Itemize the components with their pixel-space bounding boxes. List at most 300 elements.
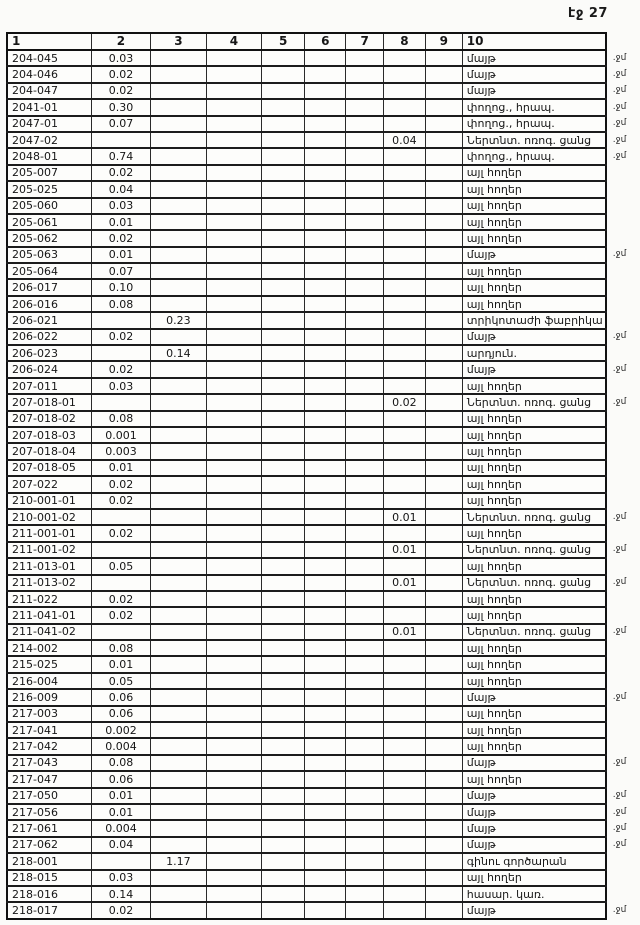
col4-cell xyxy=(207,230,262,246)
col9-cell xyxy=(425,902,462,918)
col9-cell xyxy=(425,99,462,115)
area-value3-cell xyxy=(150,214,206,230)
table-row xyxy=(7,640,639,656)
table-row xyxy=(7,279,639,295)
area-value8-cell xyxy=(384,279,426,295)
land-type-cell: այլ հողեր xyxy=(462,591,605,607)
col5-cell xyxy=(261,378,304,394)
margin-mark: .ջմ xyxy=(612,823,627,834)
col9-cell xyxy=(425,394,462,410)
col5-cell xyxy=(261,411,304,427)
area-value8-cell xyxy=(384,837,426,853)
table-row xyxy=(7,624,639,640)
col4-cell xyxy=(207,443,262,459)
area-value8-cell xyxy=(384,902,426,918)
col6-cell xyxy=(305,575,346,591)
col4-cell xyxy=(207,640,262,656)
col4-cell xyxy=(207,132,262,148)
area-value8-cell xyxy=(384,329,426,345)
col7-cell xyxy=(346,148,384,164)
col4-cell xyxy=(207,870,262,886)
area-value-cell: 0.03 xyxy=(92,50,151,66)
code-cell: 206-021 xyxy=(7,312,92,328)
col9-cell xyxy=(425,886,462,902)
col4-cell xyxy=(207,804,262,820)
land-type-cell: մայթ xyxy=(462,361,605,377)
area-value8-cell xyxy=(384,722,426,738)
area-value3-cell xyxy=(150,755,206,771)
area-value3-cell xyxy=(150,525,206,541)
col7-cell xyxy=(346,624,384,640)
col6-cell xyxy=(305,312,346,328)
area-value8-cell xyxy=(384,50,426,66)
area-value8-cell xyxy=(384,345,426,361)
land-type-cell: Ներտնտ. ոռոգ. ցանց xyxy=(462,509,605,525)
code-cell: 207-018-01 xyxy=(7,394,92,410)
margin-mark: .ջմ xyxy=(612,577,627,588)
table-row xyxy=(7,165,639,181)
table-row xyxy=(7,345,639,361)
table-row xyxy=(7,148,639,164)
col7-cell xyxy=(346,738,384,754)
col9-cell xyxy=(425,411,462,427)
area-value3-cell xyxy=(150,83,206,99)
area-value3-cell xyxy=(150,656,206,672)
col5-cell xyxy=(261,247,304,263)
area-value-cell xyxy=(92,132,151,148)
area-value3-cell xyxy=(150,542,206,558)
margin-mark xyxy=(606,558,639,574)
margin-mark xyxy=(606,181,639,197)
column-header-6: 6 xyxy=(305,33,346,50)
area-value8-cell xyxy=(384,493,426,509)
table-row xyxy=(7,329,639,345)
land-type-cell: այլ հողեր xyxy=(462,738,605,754)
code-cell: 2047-01 xyxy=(7,116,92,132)
col4-cell xyxy=(207,575,262,591)
code-cell: 217-043 xyxy=(7,755,92,771)
land-type-cell: հասար. կառ. xyxy=(462,886,605,902)
area-value8-cell xyxy=(384,66,426,82)
code-cell: 217-047 xyxy=(7,771,92,787)
col7-cell xyxy=(346,394,384,410)
col5-cell xyxy=(261,624,304,640)
col6-cell xyxy=(305,394,346,410)
area-value-cell: 0.14 xyxy=(92,886,151,902)
land-type-cell: այլ հողեր xyxy=(462,722,605,738)
land-type-cell: այլ հողեր xyxy=(462,263,605,279)
code-cell: 211-041-01 xyxy=(7,607,92,623)
code-cell: 206-017 xyxy=(7,279,92,295)
area-value8-cell xyxy=(384,591,426,607)
area-value8-cell xyxy=(384,116,426,132)
col7-cell xyxy=(346,607,384,623)
area-value3-cell xyxy=(150,804,206,820)
col7-cell xyxy=(346,263,384,279)
col5-cell xyxy=(261,460,304,476)
table-row xyxy=(7,886,639,902)
col4-cell xyxy=(207,591,262,607)
col5-cell xyxy=(261,689,304,705)
table-row xyxy=(7,361,639,377)
area-value8-cell xyxy=(384,689,426,705)
col9-cell xyxy=(425,788,462,804)
area-value3-cell: 0.23 xyxy=(150,312,206,328)
col6-cell xyxy=(305,853,346,869)
col6-cell xyxy=(305,558,346,574)
land-type-cell: փողոց., հրապ. xyxy=(462,99,605,115)
code-cell: 207-018-03 xyxy=(7,427,92,443)
margin-mark: .ջմ xyxy=(612,101,627,112)
code-cell: 211-013-02 xyxy=(7,575,92,591)
col4-cell xyxy=(207,361,262,377)
col7-cell xyxy=(346,509,384,525)
table-row xyxy=(7,870,639,886)
col4-cell xyxy=(207,722,262,738)
area-value-cell: 0.001 xyxy=(92,427,151,443)
col5-cell xyxy=(261,820,304,836)
table-row xyxy=(7,706,639,722)
col7-cell xyxy=(346,476,384,492)
area-value8-cell: 0.01 xyxy=(384,575,426,591)
area-value3-cell xyxy=(150,771,206,787)
land-type-cell: այլ հողեր xyxy=(462,198,605,214)
col5-cell xyxy=(261,361,304,377)
land-type-cell: մայթ xyxy=(462,902,605,918)
col7-cell xyxy=(346,771,384,787)
area-value3-cell xyxy=(150,116,206,132)
col5-cell xyxy=(261,509,304,525)
col4-cell xyxy=(207,624,262,640)
col4-cell xyxy=(207,214,262,230)
table-row xyxy=(7,378,639,394)
margin-mark: .ջմ xyxy=(612,69,627,80)
table-row xyxy=(7,132,639,148)
col9-cell xyxy=(425,706,462,722)
col5-cell xyxy=(261,788,304,804)
area-value-cell: 0.01 xyxy=(92,804,151,820)
code-cell: 218-001 xyxy=(7,853,92,869)
table-row xyxy=(7,116,639,132)
area-value8-cell xyxy=(384,247,426,263)
area-value-cell: 0.004 xyxy=(92,738,151,754)
code-cell: 205-063 xyxy=(7,247,92,263)
land-parcels-table xyxy=(6,32,640,920)
margin-spacer xyxy=(606,33,639,50)
table-row xyxy=(7,66,639,82)
area-value-cell: 0.02 xyxy=(92,329,151,345)
margin-mark xyxy=(606,378,639,394)
col4-cell xyxy=(207,198,262,214)
table-row xyxy=(7,493,639,509)
column-header-4: 4 xyxy=(207,33,262,50)
land-type-cell: այլ հողեր xyxy=(462,476,605,492)
area-value8-cell xyxy=(384,214,426,230)
col6-cell xyxy=(305,296,346,312)
land-type-cell: այլ հողեր xyxy=(462,378,605,394)
table-header-row xyxy=(7,33,639,50)
col4-cell xyxy=(207,116,262,132)
area-value-cell: 0.01 xyxy=(92,214,151,230)
col9-cell xyxy=(425,738,462,754)
col5-cell xyxy=(261,181,304,197)
area-value8-cell xyxy=(384,640,426,656)
code-cell: 218-017 xyxy=(7,902,92,918)
land-type-cell: մայթ xyxy=(462,837,605,853)
col7-cell xyxy=(346,411,384,427)
col9-cell xyxy=(425,820,462,836)
area-value3-cell xyxy=(150,509,206,525)
area-value-cell: 0.06 xyxy=(92,689,151,705)
col4-cell xyxy=(207,476,262,492)
col6-cell xyxy=(305,279,346,295)
col9-cell xyxy=(425,296,462,312)
col7-cell xyxy=(346,722,384,738)
margin-mark xyxy=(606,230,639,246)
land-type-cell: այլ հողեր xyxy=(462,525,605,541)
table-row xyxy=(7,820,639,836)
code-cell: 205-062 xyxy=(7,230,92,246)
margin-mark: .ջմ xyxy=(612,151,627,162)
code-cell: 218-015 xyxy=(7,870,92,886)
table-row xyxy=(7,443,639,459)
col4-cell xyxy=(207,493,262,509)
col4-cell xyxy=(207,525,262,541)
col7-cell xyxy=(346,247,384,263)
col6-cell xyxy=(305,788,346,804)
area-value8-cell xyxy=(384,558,426,574)
code-cell: 216-004 xyxy=(7,673,92,689)
col5-cell xyxy=(261,443,304,459)
area-value8-cell xyxy=(384,443,426,459)
col9-cell xyxy=(425,558,462,574)
area-value-cell: 0.003 xyxy=(92,443,151,459)
code-cell: 211-041-02 xyxy=(7,624,92,640)
column-header-5: 5 xyxy=(261,33,304,50)
area-value-cell: 0.02 xyxy=(92,83,151,99)
table-row xyxy=(7,181,639,197)
col9-cell xyxy=(425,804,462,820)
col4-cell xyxy=(207,378,262,394)
col5-cell xyxy=(261,607,304,623)
col9-cell xyxy=(425,83,462,99)
col6-cell xyxy=(305,755,346,771)
col5-cell xyxy=(261,198,304,214)
col4-cell xyxy=(207,263,262,279)
land-type-cell: մայթ xyxy=(462,820,605,836)
table-row xyxy=(7,788,639,804)
col9-cell xyxy=(425,148,462,164)
area-value-cell xyxy=(92,624,151,640)
table-row xyxy=(7,99,639,115)
col7-cell xyxy=(346,804,384,820)
col4-cell xyxy=(207,706,262,722)
col7-cell xyxy=(346,820,384,836)
col9-cell xyxy=(425,443,462,459)
col4-cell xyxy=(207,66,262,82)
code-cell: 205-064 xyxy=(7,263,92,279)
col9-cell xyxy=(425,624,462,640)
col7-cell xyxy=(346,99,384,115)
col7-cell xyxy=(346,542,384,558)
col9-cell xyxy=(425,312,462,328)
margin-mark xyxy=(606,607,639,623)
area-value3-cell xyxy=(150,427,206,443)
col6-cell xyxy=(305,329,346,345)
code-cell: 211-001-01 xyxy=(7,525,92,541)
code-cell: 207-022 xyxy=(7,476,92,492)
margin-mark xyxy=(606,345,639,361)
margin-mark: .ջմ xyxy=(612,757,627,768)
land-type-cell: մայթ xyxy=(462,804,605,820)
area-value-cell: 0.01 xyxy=(92,656,151,672)
table-row xyxy=(7,83,639,99)
col4-cell xyxy=(207,296,262,312)
col6-cell xyxy=(305,493,346,509)
col7-cell xyxy=(346,50,384,66)
col9-cell xyxy=(425,198,462,214)
col7-cell xyxy=(346,493,384,509)
margin-mark: .ջմ xyxy=(612,691,627,702)
col4-cell xyxy=(207,99,262,115)
code-cell: 211-022 xyxy=(7,591,92,607)
col5-cell xyxy=(261,132,304,148)
area-value8-cell xyxy=(384,181,426,197)
col5-cell xyxy=(261,558,304,574)
col4-cell xyxy=(207,656,262,672)
col4-cell xyxy=(207,181,262,197)
col6-cell xyxy=(305,378,346,394)
col5-cell xyxy=(261,99,304,115)
area-value8-cell: 0.02 xyxy=(384,394,426,410)
code-cell: 204-045 xyxy=(7,50,92,66)
area-value-cell: 0.08 xyxy=(92,411,151,427)
area-value3-cell xyxy=(150,788,206,804)
col5-cell xyxy=(261,706,304,722)
col9-cell xyxy=(425,116,462,132)
col9-cell xyxy=(425,542,462,558)
col5-cell xyxy=(261,525,304,541)
area-value8-cell xyxy=(384,870,426,886)
col6-cell xyxy=(305,99,346,115)
col5-cell xyxy=(261,312,304,328)
area-value8-cell xyxy=(384,198,426,214)
area-value3-cell xyxy=(150,247,206,263)
col9-cell xyxy=(425,853,462,869)
table-row xyxy=(7,394,639,410)
area-value3-cell xyxy=(150,607,206,623)
code-cell: 2048-01 xyxy=(7,148,92,164)
column-header-3: 3 xyxy=(150,33,206,50)
col5-cell xyxy=(261,902,304,918)
col4-cell xyxy=(207,738,262,754)
column-header-10: 10 xyxy=(462,33,605,50)
col7-cell xyxy=(346,591,384,607)
land-type-cell: մայթ xyxy=(462,329,605,345)
col6-cell xyxy=(305,640,346,656)
area-value-cell: 0.04 xyxy=(92,837,151,853)
margin-mark xyxy=(606,198,639,214)
page-number: էջ 27 xyxy=(568,6,608,21)
area-value3-cell xyxy=(150,591,206,607)
area-value3-cell xyxy=(150,837,206,853)
margin-mark xyxy=(606,279,639,295)
col9-cell xyxy=(425,722,462,738)
col9-cell xyxy=(425,493,462,509)
land-type-cell: այլ հողեր xyxy=(462,771,605,787)
land-type-cell: այլ հողեր xyxy=(462,165,605,181)
col5-cell xyxy=(261,66,304,82)
area-value8-cell xyxy=(384,378,426,394)
area-value3-cell xyxy=(150,624,206,640)
margin-mark xyxy=(606,886,639,902)
col4-cell xyxy=(207,50,262,66)
margin-mark xyxy=(606,853,639,869)
area-value-cell: 0.02 xyxy=(92,230,151,246)
margin-mark xyxy=(606,525,639,541)
code-cell: 217-042 xyxy=(7,738,92,754)
col9-cell xyxy=(425,525,462,541)
col7-cell xyxy=(346,575,384,591)
column-header-7: 7 xyxy=(346,33,384,50)
code-cell: 206-024 xyxy=(7,361,92,377)
col6-cell xyxy=(305,509,346,525)
area-value8-cell xyxy=(384,853,426,869)
code-cell: 210-001-01 xyxy=(7,493,92,509)
margin-mark xyxy=(606,493,639,509)
margin-mark: .ջմ xyxy=(612,511,627,522)
col5-cell xyxy=(261,575,304,591)
table-row xyxy=(7,247,639,263)
col5-cell xyxy=(261,148,304,164)
col6-cell xyxy=(305,132,346,148)
land-type-cell: այլ հողեր xyxy=(462,656,605,672)
col5-cell xyxy=(261,345,304,361)
land-type-cell: այլ հողեր xyxy=(462,706,605,722)
area-value3-cell xyxy=(150,99,206,115)
col4-cell xyxy=(207,509,262,525)
col7-cell xyxy=(346,886,384,902)
land-type-cell: այլ հողեր xyxy=(462,640,605,656)
col4-cell xyxy=(207,312,262,328)
area-value3-cell xyxy=(150,820,206,836)
col6-cell xyxy=(305,198,346,214)
col6-cell xyxy=(305,443,346,459)
area-value3-cell xyxy=(150,673,206,689)
col6-cell xyxy=(305,673,346,689)
margin-mark: .ջմ xyxy=(612,806,627,817)
col4-cell xyxy=(207,460,262,476)
table-row xyxy=(7,411,639,427)
margin-mark: .ջմ xyxy=(612,396,627,407)
col4-cell xyxy=(207,886,262,902)
margin-mark xyxy=(606,591,639,607)
land-type-cell: այլ հողեր xyxy=(462,443,605,459)
col9-cell xyxy=(425,66,462,82)
area-value-cell: 0.004 xyxy=(92,820,151,836)
col4-cell xyxy=(207,427,262,443)
land-type-cell: այլ հողեր xyxy=(462,870,605,886)
col4-cell xyxy=(207,329,262,345)
table-row xyxy=(7,804,639,820)
col9-cell xyxy=(425,214,462,230)
area-value3-cell xyxy=(150,886,206,902)
col4-cell xyxy=(207,83,262,99)
table-row xyxy=(7,558,639,574)
area-value-cell: 0.02 xyxy=(92,493,151,509)
area-value-cell: 0.02 xyxy=(92,66,151,82)
area-value3-cell xyxy=(150,329,206,345)
